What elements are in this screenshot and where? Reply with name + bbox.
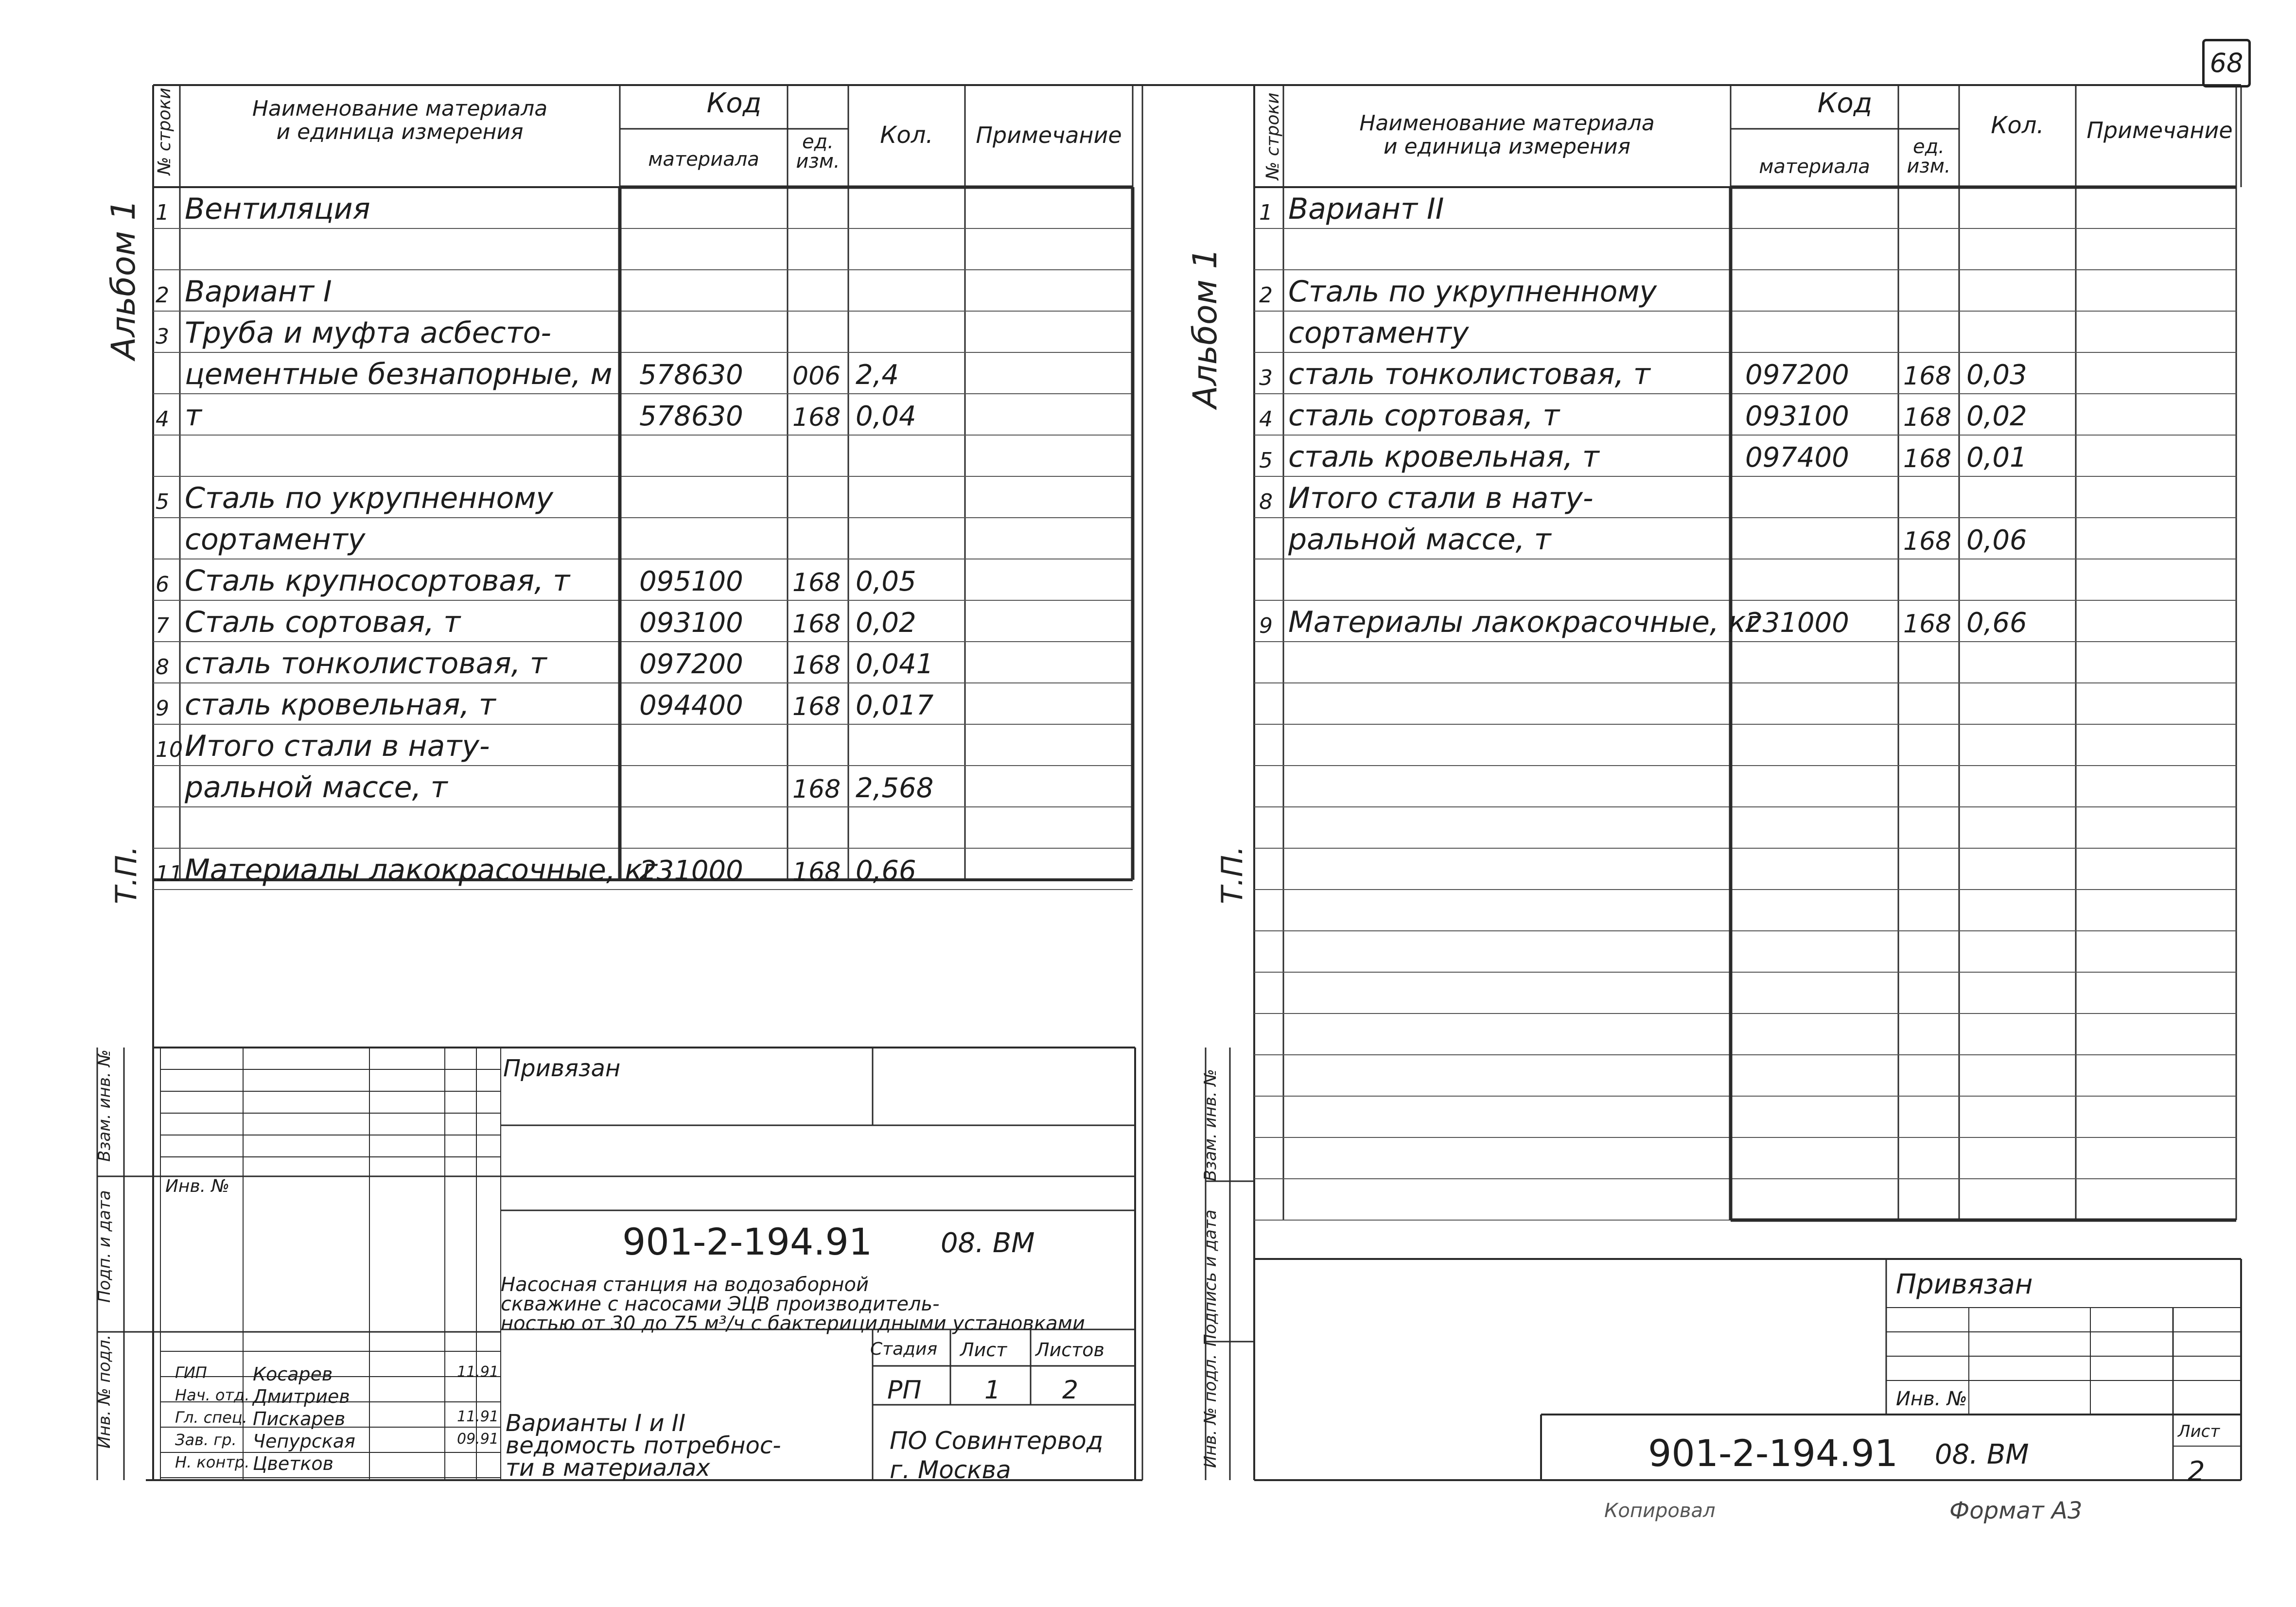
footer-copied: Копировал	[1604, 1500, 1716, 1522]
right-row-qty: 0,66	[1966, 607, 2027, 639]
right-row-qty: 0,02	[1966, 401, 2027, 432]
right-row-number: 2	[1259, 283, 1273, 308]
right-row-unit: 168	[1903, 403, 1952, 432]
left-row-code: 231000	[639, 855, 743, 887]
right-stamp-inv-no: Инв. №	[1896, 1388, 1967, 1410]
footer-format: Формат А3	[1949, 1497, 2083, 1524]
left-row-number: 7	[156, 613, 169, 638]
right-row-name: ральной массе, т	[1288, 523, 1551, 557]
left-stamp-doc-code: 08. ВМ	[941, 1227, 1035, 1259]
left-stamp-sheets: 2	[1062, 1376, 1079, 1405]
left-header-code-unit: ед. изм.	[796, 131, 840, 173]
right-row-number: 5	[1259, 448, 1273, 473]
right-stamp-side-label-2: Инв. № подл.	[1201, 1354, 1220, 1468]
left-stamp-side-label-2: Инв. № подл.	[95, 1334, 114, 1449]
left-row-unit: 006	[792, 362, 841, 391]
left-row-qty: 0,04	[856, 401, 916, 432]
right-row-name: Итого стали в нату-	[1288, 481, 1594, 515]
left-header-note: Примечание	[976, 122, 1122, 148]
left-stamp-inv-no: Инв. №	[165, 1176, 230, 1196]
right-stamp-side-label-0: Взам. инв. №	[1201, 1069, 1220, 1181]
left-row-number: 5	[156, 489, 169, 514]
left-row-qty: 2,568	[856, 772, 934, 804]
signer-name: Чепурская	[253, 1431, 355, 1452]
left-stamp-title-line-2: ностью от 30 до 75 м³/ч с бактерицидными установками	[501, 1312, 1085, 1335]
left-stamp-sheets-header: Листов	[1035, 1339, 1104, 1361]
left-header-code: Код	[706, 87, 762, 119]
left-stamp-doc-number: 901-2-194.91	[622, 1220, 873, 1263]
right-row-number: 9	[1259, 613, 1273, 638]
right-tp-label: Т.П.	[1215, 846, 1249, 904]
left-row-qty: 0,66	[856, 855, 916, 887]
right-stamp-privyazan: Привязан	[1896, 1269, 2033, 1300]
left-header-code-material: материала	[648, 148, 759, 171]
signer-role: Зав. гр.	[175, 1431, 237, 1449]
right-row-code: 097200	[1745, 359, 1849, 391]
right-stamp-sheet-label: Лист	[2178, 1422, 2220, 1441]
left-row-name: Вариант I	[185, 275, 332, 309]
left-row-number-header: № строки	[155, 87, 175, 175]
left-row-code: 097200	[639, 648, 743, 680]
right-row-name: сортаменту	[1288, 316, 1469, 350]
right-row-name: сталь кровельная, т	[1288, 440, 1599, 474]
right-row-qty: 0,03	[1966, 359, 2027, 391]
right-stamp-doc-code: 08. ВМ	[1935, 1439, 2029, 1470]
left-stamp-org-line-0: ПО Совинтервод	[890, 1427, 1104, 1455]
left-row-unit: 168	[792, 775, 841, 804]
left-row-name: сталь тонколистовая, т	[185, 646, 547, 681]
left-row-name: ральной массе, т	[185, 770, 448, 804]
left-stamp-title-line-0: Насосная станция на водозаборной	[501, 1274, 869, 1296]
signer-date: 09.91	[457, 1431, 499, 1448]
signer-role: Нач. отд.	[175, 1386, 250, 1404]
right-row-number: 4	[1259, 407, 1273, 432]
left-stamp-sheet: 1	[984, 1376, 1001, 1405]
right-stamp-sheet: 2	[2188, 1456, 2205, 1487]
left-row-qty: 2,4	[856, 359, 899, 391]
right-row-code: 093100	[1745, 401, 1849, 432]
left-stamp-stage-header: Стадия	[870, 1339, 938, 1359]
left-stamp-description-line-0: Варианты I и II	[506, 1410, 686, 1437]
left-stamp-org-line-1: г. Москва	[890, 1456, 1011, 1484]
left-row-name: Сталь крупносортовая, т	[185, 564, 570, 598]
left-row-number: 2	[156, 283, 169, 308]
left-row-unit: 168	[792, 568, 841, 597]
left-row-qty: 0,041	[856, 648, 934, 680]
right-header-name: Наименование материала и единица измерения	[1359, 111, 1655, 159]
left-stamp-side-label-1: Подп. и дата	[95, 1190, 114, 1303]
left-stamp-side-label-0: Взам. инв. №	[95, 1049, 114, 1162]
left-row-unit: 168	[792, 692, 841, 721]
left-row-number: 9	[156, 696, 169, 721]
left-row-number: 6	[156, 572, 169, 597]
right-header-qty: Кол.	[1991, 112, 2044, 139]
right-row-name: сталь тонколистовая, т	[1288, 357, 1650, 391]
left-stamp-stage: РП	[887, 1376, 922, 1405]
right-row-unit: 168	[1903, 444, 1952, 473]
left-row-number: 1	[156, 200, 169, 225]
left-stamp-privyazan: Привязан	[503, 1055, 621, 1082]
right-header-code-material: материала	[1759, 156, 1870, 178]
left-row-number: 3	[156, 324, 169, 349]
signer-date: 11.91	[457, 1363, 499, 1380]
left-header-name: Наименование материала и единица измерения	[252, 96, 548, 144]
left-row-qty: 0,05	[856, 566, 916, 597]
left-row-code: 095100	[639, 566, 743, 597]
left-row-code: 578630	[639, 359, 743, 391]
signer-role: Гл. спец.	[175, 1408, 247, 1427]
right-row-name: Сталь по укрупненному	[1288, 275, 1657, 309]
right-row-qty: 0,01	[1966, 442, 2027, 473]
right-row-number-header: № строки	[1263, 92, 1283, 180]
left-album-label: Альбом 1	[105, 199, 143, 360]
right-row-name: Материалы лакокрасочные, кг	[1288, 605, 1761, 639]
right-row-number: 1	[1259, 200, 1273, 225]
right-stamp-side-label-1: Подпись и дата	[1201, 1209, 1220, 1346]
corner-sheet-number: 68	[2202, 39, 2251, 87]
left-row-qty: 0,02	[856, 607, 916, 639]
left-stamp-sheet-header: Лист	[960, 1339, 1007, 1361]
left-row-code: 578630	[639, 401, 743, 432]
left-row-code: 093100	[639, 607, 743, 639]
right-header-note: Примечание	[2086, 117, 2233, 143]
left-stamp-description-line-2: ти в материалах	[506, 1454, 710, 1482]
right-row-qty: 0,06	[1966, 524, 2027, 556]
right-row-name: сталь сортовая, т	[1288, 399, 1560, 433]
left-row-unit: 168	[792, 651, 841, 680]
right-row-unit: 168	[1903, 527, 1952, 556]
signer-date: 11.91	[457, 1408, 499, 1425]
left-row-name: Материалы лакокрасочные, кг	[185, 853, 658, 887]
left-row-name: цементные безнапорные, м	[185, 357, 613, 391]
signer-name: Пискарев	[253, 1408, 346, 1430]
right-header-code-unit: ед. изм.	[1907, 136, 1951, 177]
left-row-qty: 0,017	[856, 690, 934, 721]
left-row-name: Труба и муфта асбесто-	[185, 316, 551, 350]
left-header-qty: Кол.	[880, 122, 933, 149]
right-album-label: Альбом 1	[1186, 248, 1225, 408]
left-row-name: сталь кровельная, т	[185, 688, 496, 722]
left-row-number: 8	[156, 655, 169, 680]
left-row-number: 4	[156, 407, 169, 432]
signer-name: Дмитриев	[253, 1386, 350, 1407]
left-row-code: 094400	[639, 690, 743, 721]
left-row-name: т	[185, 399, 202, 433]
right-row-code: 231000	[1745, 607, 1849, 639]
right-row-unit: 168	[1903, 362, 1952, 391]
left-row-number: 11	[156, 861, 183, 886]
right-header-code: Код	[1817, 87, 1873, 119]
left-row-name: Итого стали в нату-	[185, 729, 490, 763]
right-row-name: Вариант II	[1288, 192, 1444, 226]
left-tp-label: Т.П.	[109, 846, 143, 904]
left-stamp-description-line-1: ведомость потребнос-	[506, 1432, 781, 1459]
left-row-unit: 168	[792, 610, 841, 639]
signer-name: Косарев	[253, 1363, 333, 1385]
left-row-name: Сталь сортовая, т	[185, 605, 461, 639]
left-row-name: Сталь по укрупненному	[185, 481, 554, 515]
left-row-number: 10	[156, 737, 183, 762]
left-row-name: сортаменту	[185, 523, 366, 557]
signer-name: Цветков	[253, 1453, 334, 1474]
left-stamp-title-line-1: скважине с насосами ЭЦВ производитель-	[501, 1293, 940, 1315]
right-stamp-doc-number: 901-2-194.91	[1648, 1432, 1898, 1475]
right-row-number: 3	[1259, 366, 1273, 390]
signer-role: Н. контр.	[175, 1453, 250, 1471]
right-row-number: 8	[1259, 489, 1273, 514]
right-row-unit: 168	[1903, 610, 1952, 639]
signer-role: ГИП	[175, 1363, 207, 1382]
left-row-unit: 168	[792, 403, 841, 432]
left-row-name: Вентиляция	[185, 192, 370, 226]
right-row-code: 097400	[1745, 442, 1849, 473]
left-row-unit: 168	[792, 857, 841, 887]
